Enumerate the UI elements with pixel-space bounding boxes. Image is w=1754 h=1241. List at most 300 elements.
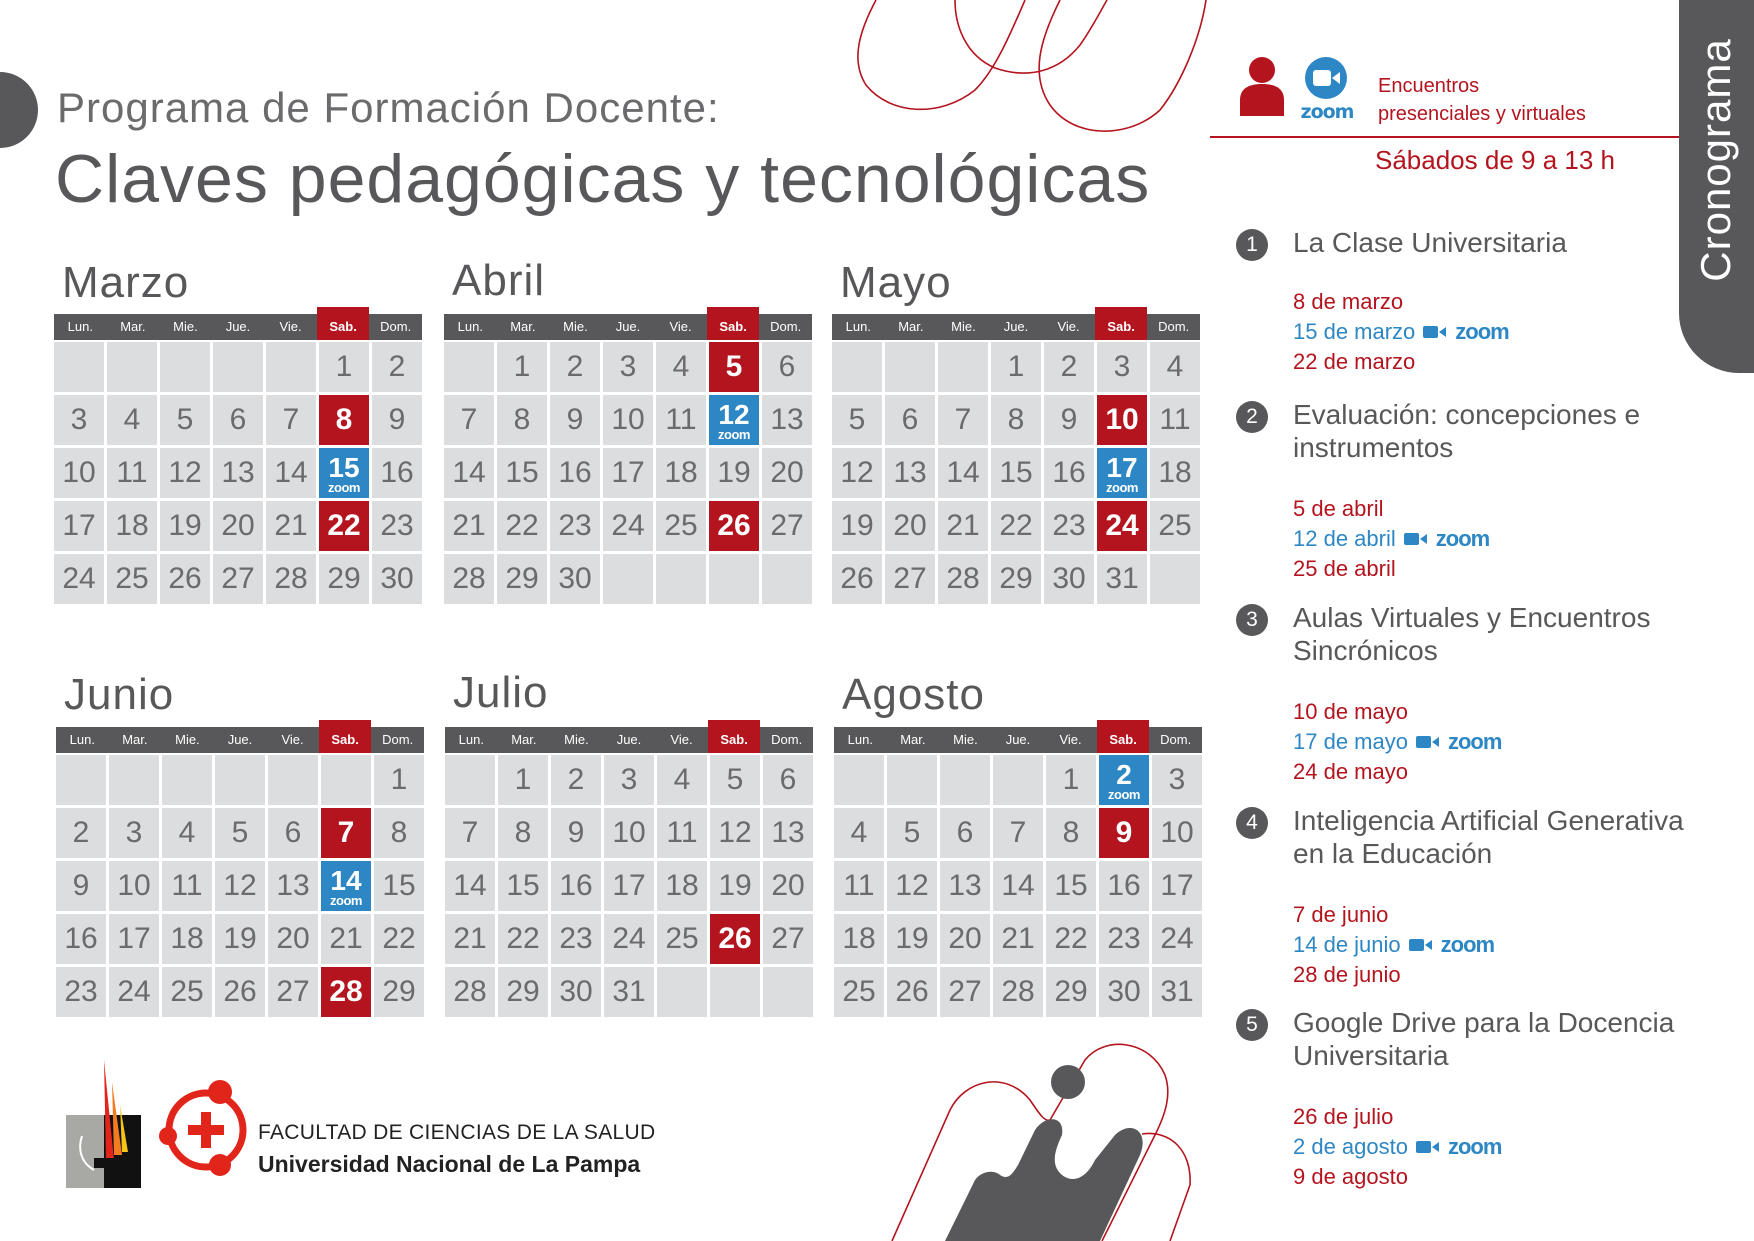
video-camera-icon: [1409, 938, 1433, 952]
day-cell: 16: [550, 448, 600, 498]
day-cell: 28: [993, 967, 1043, 1017]
day-cell: 6: [762, 342, 812, 392]
empty-cell: [603, 554, 653, 604]
date-virtual: [1293, 930, 1494, 960]
day-cell: 2: [56, 808, 106, 858]
day-cell: 1: [498, 755, 548, 805]
day-cell: 19: [710, 861, 760, 911]
day-cell: 29: [498, 967, 548, 1017]
day-cell: 24: [54, 554, 104, 604]
weekday-label: Jue.: [1003, 319, 1029, 334]
zoom-wordmark: zoom: [1440, 932, 1495, 957]
empty-cell: [215, 755, 265, 805]
date-presencial: 28 de junio: [1293, 962, 1401, 987]
day-cell: 6: [940, 808, 990, 858]
weekday-header: [834, 727, 1202, 753]
weekday-label: Mie.: [564, 732, 589, 747]
weekday-label: Dom.: [382, 732, 414, 747]
day-number: 14: [330, 865, 362, 896]
date-text: 15 de marzo: [1293, 319, 1416, 344]
weekday-label: Jue.: [1005, 732, 1031, 747]
module-number-badge: 2: [1236, 401, 1268, 433]
day-cell: 11: [162, 861, 212, 911]
weekday-header: [56, 727, 424, 753]
empty-cell: [709, 554, 759, 604]
day-cell: 27: [762, 501, 812, 551]
empty-cell: [834, 755, 884, 805]
zoom-wordmark: zoom: [1435, 526, 1490, 551]
empty-cell: [885, 342, 935, 392]
day-cell: 30: [551, 967, 601, 1017]
day-cell: 18: [657, 861, 707, 911]
day-cell: 18: [162, 914, 212, 964]
day-cell: 31: [1097, 554, 1147, 604]
weekday-label: Vie.: [669, 319, 692, 334]
schedule-time: Sábados de 9 a 13 h: [1375, 145, 1615, 175]
day-cell: 7: [444, 395, 494, 445]
day-grid: [834, 755, 1202, 1017]
month-title: Junio: [64, 670, 175, 719]
day-cell: 25: [107, 554, 157, 604]
empty-cell: [887, 755, 937, 805]
empty-cell: [445, 755, 495, 805]
module-dates: [1293, 697, 1501, 787]
module-title: Google Drive para la Docencia Universitaria: [1293, 1007, 1675, 1071]
weekday-label: Vie.: [1057, 319, 1080, 334]
day-cell: 7: [445, 808, 495, 858]
day-cell: 18: [107, 501, 157, 551]
date-text: 14 de junio: [1293, 932, 1401, 957]
date-presencial: 26 de julio: [1293, 1104, 1394, 1129]
day-cell: 6: [268, 808, 318, 858]
day-cell: 19: [832, 501, 882, 551]
day-cell-zoom: [319, 448, 369, 498]
day-cell: 8: [991, 395, 1041, 445]
weekday-label: Sab.: [707, 307, 760, 340]
page-title: Claves pedagógicas y tecnológicas: [55, 141, 1151, 217]
video-camera-icon: [1416, 1140, 1440, 1154]
day-cell: 7: [938, 395, 988, 445]
day-cell: 27: [763, 914, 813, 964]
day-cell: 22: [1046, 914, 1096, 964]
weekday-label: Sab.: [708, 720, 761, 753]
weekday-label: Sab.: [319, 720, 372, 753]
day-cell: 3: [1152, 755, 1202, 805]
day-cell: 1: [374, 755, 424, 805]
weekday-label: Mie.: [175, 732, 200, 747]
day-cell: 10: [603, 395, 653, 445]
date-virtual: [1293, 1132, 1501, 1162]
zoom-wordmark: zoom: [1447, 1134, 1502, 1159]
day-cell: 10: [604, 808, 654, 858]
empty-cell: [657, 967, 707, 1017]
day-grid: [54, 342, 422, 604]
day-cell: 19: [887, 914, 937, 964]
date-text: 12 de abril: [1293, 526, 1396, 551]
day-cell: 7: [993, 808, 1043, 858]
weekday-label: Vie.: [1059, 732, 1082, 747]
weekday-label: Dom.: [771, 732, 803, 747]
day-cell: 11: [834, 861, 884, 911]
day-cell: 30: [1044, 554, 1094, 604]
weekday-label: Mie.: [953, 732, 978, 747]
day-cell: 17: [54, 501, 104, 551]
day-cell: 1: [1046, 755, 1096, 805]
weekday-label: Sab.: [1095, 307, 1148, 340]
weekday-label: Dom.: [770, 319, 802, 334]
day-cell: 26: [160, 554, 210, 604]
day-cell: 18: [834, 914, 884, 964]
date-presencial: 9 de agosto: [1293, 1164, 1408, 1189]
video-camera-icon: [1416, 735, 1440, 749]
day-cell: 25: [657, 914, 707, 964]
decorative-dot: [0, 72, 38, 148]
day-cell: 8: [1046, 808, 1096, 858]
day-cell: 15: [374, 861, 424, 911]
day-cell: 29: [1046, 967, 1096, 1017]
zoom-label: zoom: [718, 427, 750, 442]
weekday-header: [444, 314, 812, 340]
weekday-label: Dom.: [1158, 319, 1190, 334]
day-cell: 14: [444, 448, 494, 498]
svg-text:zoom: zoom: [1300, 101, 1354, 120]
month-title: Julio: [453, 668, 549, 717]
day-cell: 26: [832, 554, 882, 604]
day-cell-presencial: 9: [1099, 808, 1149, 858]
day-cell: 8: [498, 808, 548, 858]
weekday-label: Mar.: [900, 732, 926, 747]
day-cell: 22: [498, 914, 548, 964]
day-cell: 31: [1152, 967, 1202, 1017]
day-cell: 4: [834, 808, 884, 858]
module-number-badge: 5: [1236, 1009, 1268, 1041]
module-dates: [1293, 287, 1509, 377]
weekday-label: Jue.: [615, 319, 641, 334]
empty-cell: [321, 755, 371, 805]
day-cell: 3: [603, 342, 653, 392]
day-grid: [444, 342, 812, 604]
day-cell-presencial: 28: [321, 967, 371, 1017]
module-number-badge: 1: [1236, 229, 1268, 261]
day-cell-zoom: [709, 395, 759, 445]
day-cell: 24: [604, 914, 654, 964]
module-title: La Clase Universitaria: [1293, 227, 1567, 258]
day-cell: 28: [266, 554, 316, 604]
day-cell: 19: [215, 914, 265, 964]
day-cell: 26: [215, 967, 265, 1017]
date-presencial: 10 de mayo: [1293, 699, 1408, 724]
weekday-label: Mie.: [951, 319, 976, 334]
day-cell: 2: [1044, 342, 1094, 392]
day-cell: 20: [940, 914, 990, 964]
day-cell: 15: [497, 448, 547, 498]
day-cell: 16: [1044, 448, 1094, 498]
empty-cell: [832, 342, 882, 392]
day-cell: 9: [1044, 395, 1094, 445]
day-cell: 30: [372, 554, 422, 604]
video-camera-icon: [1423, 325, 1447, 339]
day-cell: 1: [319, 342, 369, 392]
day-cell: 18: [1150, 448, 1200, 498]
day-cell: 6: [763, 755, 813, 805]
day-cell: 11: [656, 395, 706, 445]
legend-text: [1378, 72, 1586, 128]
day-cell: 21: [445, 914, 495, 964]
day-cell: 16: [56, 914, 106, 964]
day-cell: 29: [319, 554, 369, 604]
day-cell: 9: [56, 861, 106, 911]
university-logo: [66, 1060, 256, 1190]
weekday-label: Mar.: [898, 319, 924, 334]
date-text: 17 de mayo: [1293, 729, 1408, 754]
day-cell: 2: [550, 342, 600, 392]
day-cell: 4: [657, 755, 707, 805]
day-cell: 11: [657, 808, 707, 858]
university-name: Universidad Nacional de La Pampa: [258, 1151, 641, 1177]
day-cell: 22: [991, 501, 1041, 551]
day-cell: 14: [266, 448, 316, 498]
day-cell: 27: [268, 967, 318, 1017]
day-cell: 16: [372, 448, 422, 498]
day-cell: 19: [709, 448, 759, 498]
day-cell: 5: [160, 395, 210, 445]
date-presencial: 24 de mayo: [1293, 759, 1408, 784]
faculty-name: FACULTAD DE CIENCIAS DE LA SALUD: [258, 1121, 656, 1144]
day-cell-presencial: 5: [709, 342, 759, 392]
day-cell: 9: [551, 808, 601, 858]
weekday-label: Lun.: [845, 319, 871, 334]
day-cell-presencial: 26: [709, 501, 759, 551]
day-cell-presencial: 22: [319, 501, 369, 551]
zoom-label: zoom: [330, 893, 362, 908]
day-cell: 14: [938, 448, 988, 498]
day-cell: 23: [372, 501, 422, 551]
day-cell: 15: [1046, 861, 1096, 911]
day-cell: 11: [1150, 395, 1200, 445]
month-title: Marzo: [62, 258, 190, 307]
date-presencial: 25 de abril: [1293, 556, 1396, 581]
day-cell: 25: [656, 501, 706, 551]
weekday-label: Lun.: [67, 319, 93, 334]
day-cell: 20: [763, 861, 813, 911]
day-cell: 6: [885, 395, 935, 445]
day-cell: 11: [107, 448, 157, 498]
day-cell: 24: [109, 967, 159, 1017]
day-cell: 26: [887, 967, 937, 1017]
weekday-label: Dom.: [380, 319, 412, 334]
zoom-wordmark: zoom: [1455, 319, 1509, 344]
day-cell: 21: [266, 501, 316, 551]
day-cell: 18: [656, 448, 706, 498]
legend-line1: Encuentros: [1378, 75, 1480, 97]
day-cell: 1: [991, 342, 1041, 392]
day-cell-zoom: [321, 861, 371, 911]
page-subtitle: Programa de Formación Docente:: [57, 84, 720, 131]
day-cell: 12: [160, 448, 210, 498]
empty-cell: [938, 342, 988, 392]
day-cell: 9: [550, 395, 600, 445]
day-cell: 20: [213, 501, 263, 551]
day-cell: 12: [215, 861, 265, 911]
day-cell: 21: [321, 914, 371, 964]
weekday-label: Lun.: [457, 319, 483, 334]
day-cell: 20: [762, 448, 812, 498]
day-cell: 24: [603, 501, 653, 551]
date-virtual: [1293, 317, 1509, 347]
weekday-label: Vie.: [670, 732, 693, 747]
weekday-label: Jue.: [227, 732, 253, 747]
day-cell: 20: [268, 914, 318, 964]
day-cell: 29: [374, 967, 424, 1017]
day-cell: 4: [656, 342, 706, 392]
day-cell: 4: [1150, 342, 1200, 392]
date-presencial: 5 de abril: [1293, 496, 1384, 521]
day-cell: 12: [710, 808, 760, 858]
day-cell: 14: [993, 861, 1043, 911]
empty-cell: [56, 755, 106, 805]
day-cell: 17: [1152, 861, 1202, 911]
day-cell-zoom: [1099, 755, 1149, 805]
video-camera-icon: [1404, 532, 1428, 546]
weekday-label: Sab.: [317, 307, 370, 340]
zoom-label: zoom: [328, 480, 360, 495]
day-cell: 25: [1150, 501, 1200, 551]
day-cell: 30: [1099, 967, 1149, 1017]
day-cell: 17: [109, 914, 159, 964]
day-cell: 22: [497, 501, 547, 551]
empty-cell: [162, 755, 212, 805]
day-cell: 27: [213, 554, 263, 604]
weekday-label: Lun.: [69, 732, 95, 747]
day-number: 15: [328, 452, 360, 483]
day-cell: 5: [887, 808, 937, 858]
empty-cell: [656, 554, 706, 604]
day-cell: 13: [762, 395, 812, 445]
day-cell: 24: [1152, 914, 1202, 964]
module-title: Inteligencia Artificial Generativa en la Educación: [1293, 805, 1684, 869]
day-number: 17: [1106, 452, 1138, 483]
weekday-label: Mar.: [510, 319, 536, 334]
zoom-wordmark: zoom: [1447, 729, 1502, 754]
day-cell: 8: [374, 808, 424, 858]
day-cell: 9: [372, 395, 422, 445]
module-title: Aulas Virtuales y Encuentros Sincrónicos: [1293, 602, 1651, 666]
day-cell-presencial: 24: [1097, 501, 1147, 551]
day-cell: 30: [550, 554, 600, 604]
day-cell: 13: [268, 861, 318, 911]
day-cell: 27: [885, 554, 935, 604]
empty-cell: [763, 967, 813, 1017]
weekday-label: Jue.: [616, 732, 642, 747]
day-cell: 2: [372, 342, 422, 392]
person-icon: [1238, 56, 1286, 118]
weekday-label: Mie.: [563, 319, 588, 334]
day-cell: 16: [1099, 861, 1149, 911]
day-grid: [832, 342, 1200, 604]
module-dates: [1293, 494, 1489, 584]
day-cell: 13: [213, 448, 263, 498]
empty-cell: [107, 342, 157, 392]
day-cell: 13: [940, 861, 990, 911]
day-cell: 17: [603, 448, 653, 498]
empty-cell: [1150, 554, 1200, 604]
zoom-label: zoom: [1108, 787, 1140, 802]
day-cell: 5: [710, 755, 760, 805]
month-title: Abril: [452, 256, 546, 305]
day-cell: 21: [993, 914, 1043, 964]
day-cell: 25: [162, 967, 212, 1017]
day-cell: 6: [213, 395, 263, 445]
module-dates: [1293, 900, 1494, 990]
day-cell: 28: [445, 967, 495, 1017]
day-cell-zoom: [1097, 448, 1147, 498]
weekday-header: [54, 314, 422, 340]
day-cell: 23: [551, 914, 601, 964]
month-title: Mayo: [840, 258, 952, 307]
day-cell: 2: [551, 755, 601, 805]
weekday-label: Lun.: [458, 732, 484, 747]
day-cell: 31: [604, 967, 654, 1017]
day-cell-presencial: 8: [319, 395, 369, 445]
day-cell: 10: [1152, 808, 1202, 858]
day-cell: 23: [56, 967, 106, 1017]
empty-cell: [213, 342, 263, 392]
day-cell: 25: [834, 967, 884, 1017]
weekday-label: Mar.: [511, 732, 537, 747]
zoom-logo-icon: [1300, 56, 1360, 120]
date-presencial: 8 de marzo: [1293, 289, 1404, 314]
date-presencial: 22 de marzo: [1293, 349, 1416, 374]
day-cell: 12: [832, 448, 882, 498]
day-cell: 27: [940, 967, 990, 1017]
day-cell: 13: [763, 808, 813, 858]
day-cell: 12: [887, 861, 937, 911]
day-grid: [56, 755, 424, 1017]
day-cell: 15: [498, 861, 548, 911]
day-grid: [445, 755, 813, 1017]
day-cell: 29: [991, 554, 1041, 604]
weekday-header: [832, 314, 1200, 340]
empty-cell: [266, 342, 316, 392]
day-cell: 4: [162, 808, 212, 858]
empty-cell: [160, 342, 210, 392]
day-cell: 29: [497, 554, 547, 604]
weekday-label: Vie.: [281, 732, 304, 747]
day-cell: 20: [885, 501, 935, 551]
weekday-label: Vie.: [279, 319, 302, 334]
day-number: 12: [718, 399, 750, 430]
weekday-label: Lun.: [847, 732, 873, 747]
date-virtual: [1293, 524, 1489, 554]
day-cell: 8: [497, 395, 547, 445]
day-cell: 21: [444, 501, 494, 551]
day-cell: 19: [160, 501, 210, 551]
day-cell: 21: [938, 501, 988, 551]
day-cell-presencial: 26: [710, 914, 760, 964]
date-presencial: 7 de junio: [1293, 902, 1389, 927]
day-cell-presencial: 10: [1097, 395, 1147, 445]
module-number-badge: 4: [1236, 807, 1268, 839]
empty-cell: [268, 755, 318, 805]
day-cell: 5: [215, 808, 265, 858]
day-cell: 3: [109, 808, 159, 858]
day-cell-presencial: 7: [321, 808, 371, 858]
empty-cell: [444, 342, 494, 392]
day-cell: 14: [445, 861, 495, 911]
module-title: Evaluación: concepciones e instrumentos: [1293, 399, 1641, 463]
empty-cell: [710, 967, 760, 1017]
weekday-label: Jue.: [225, 319, 251, 334]
